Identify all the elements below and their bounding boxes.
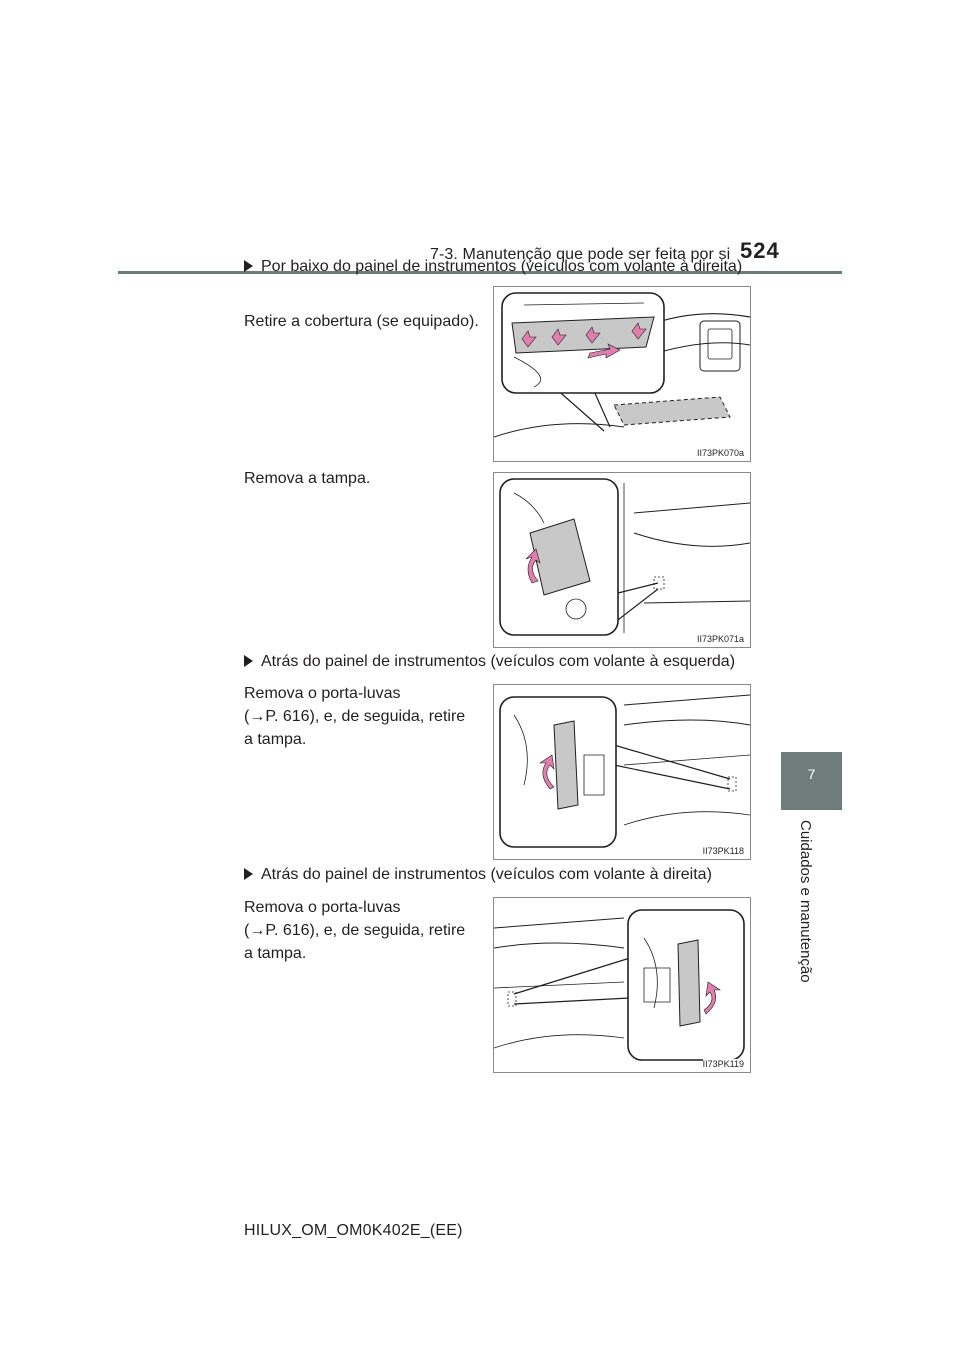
figure-remove-lid (493, 472, 751, 648)
figure-remove-cover (493, 286, 751, 462)
dashboard-illustration (494, 473, 750, 647)
page-number: 524 (740, 238, 780, 263)
triangle-bullet-icon (244, 655, 253, 667)
figure-label: II73PK118 (702, 846, 744, 856)
dashboard-illustration (494, 685, 750, 859)
triangle-bullet-icon (244, 260, 253, 272)
step-text: Retire a cobertura (se equipado). (244, 313, 479, 330)
step-text: Remova o porta-luvas (→P. 616), e, de seguida, retire a tampa. (244, 899, 466, 962)
figure-label: II73PK071a (696, 634, 744, 644)
step-text: Remova o porta-luvas (→P. 616), e, de seguida, retire a tampa. (244, 685, 466, 748)
chapter-title: Cuidados e manutenção (797, 820, 814, 983)
chapter-number: 7 (807, 766, 816, 782)
document-code: HILUX_OM_OM0K402E_(EE) (244, 1222, 463, 1239)
dashboard-illustration (494, 898, 750, 1072)
section-title: 7-3. Manutenção que pode ser feita por si (430, 246, 731, 263)
step-text: Remova a tampa. (244, 470, 371, 487)
triangle-bullet-icon (244, 868, 253, 880)
section-heading: Atrás do painel de instrumentos (veículos com volante à direita) (244, 866, 712, 884)
figure-label: II73PK070a (696, 448, 744, 458)
figure-glovebox-lhd (493, 684, 751, 860)
figure-label: II73PK119 (702, 1059, 744, 1069)
section-heading: Atrás do painel de instrumentos (veículos com volante à esquerda) (244, 653, 735, 671)
section-heading: Por baixo do painel de instrumentos (veículos com volante à direita) (244, 258, 742, 276)
figure-glovebox-rhd (493, 897, 751, 1073)
dashboard-illustration (494, 287, 750, 461)
